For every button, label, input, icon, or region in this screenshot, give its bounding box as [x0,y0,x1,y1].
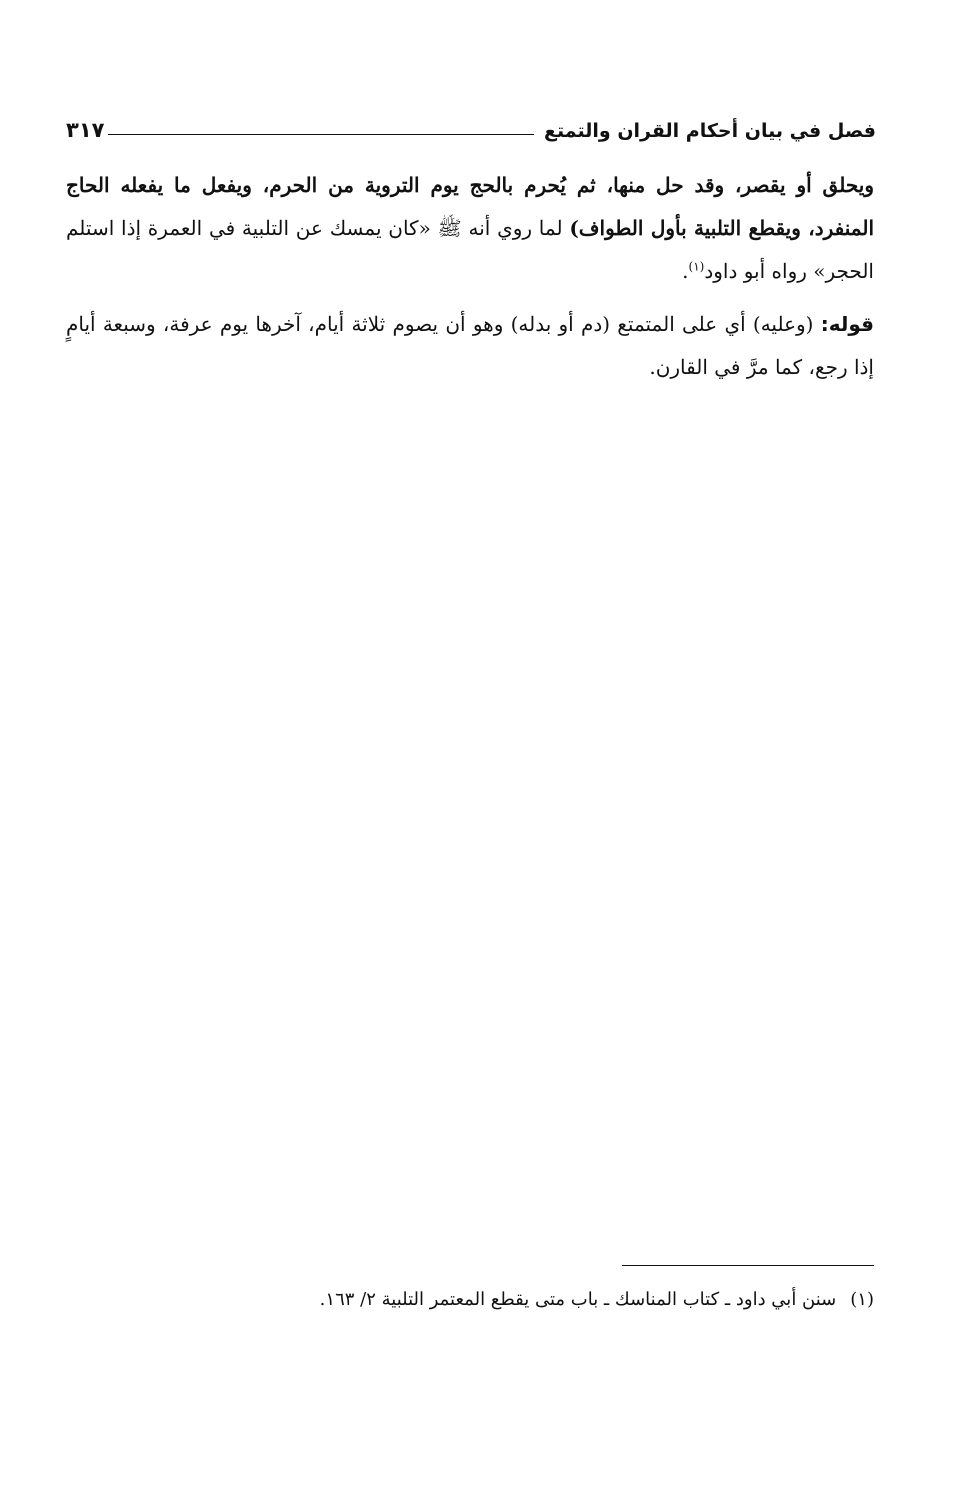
footnote [66,1284,874,1316]
footnote-number: (١) [850,1289,874,1310]
body-text [66,164,874,389]
footnote-text: سنن أبي داود ـ كتاب المناسك ـ باب متى يقطع المعتمر التلبية ٢/ ١٦٣. [319,1289,837,1310]
plain-text: لما روي أنه ﷺ «كان يمسك عن التلبية في العمرة إذا استلم الحجر» رواه أبو داود [66,216,874,283]
header-rule [108,134,534,135]
bold-text: ويحلق أو يقصر، وقد حل منها، ثم يُحرم بالحج يوم التروية من الحرم، ويفعل ما يفعله الحاج المنفرد، ويقطع التلبية بأول الطواف) [66,173,874,240]
paragraph-text: (وعليه) أي على المتمتع (دم أو بدله) وهو أن يصوم ثلاثة أيام، آخرها يوم عرفة، وسبعة أيامٍ إذا رجع، كما مرَّ في القارن. [66,312,874,379]
footnote-divider [622,1265,874,1266]
sentence-end: . [682,259,689,283]
running-header [66,108,876,142]
footnote-reference: (١) [688,259,705,274]
chapter-title: فصل في بيان أحكام القران والتمتع [544,120,876,142]
paragraph-2 [66,303,874,389]
paragraph-1 [66,164,874,293]
qawluhu-keyword: قوله: [820,312,874,336]
page-number: ٣١٧ [66,118,105,142]
